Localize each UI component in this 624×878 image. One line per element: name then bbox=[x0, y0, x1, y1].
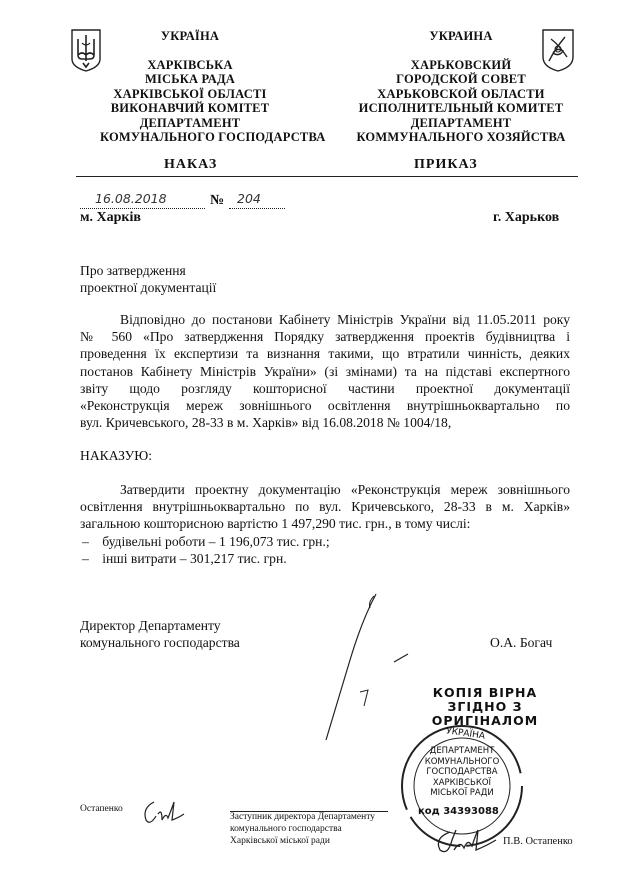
order-item bbox=[80, 533, 570, 550]
header-left-line: КОМУНАЛЬНОГО ГОСПОДАРСТВА bbox=[100, 130, 326, 144]
order-item-text: інші витрати – 301,217 тис. грн. bbox=[102, 550, 287, 566]
order-word: НАКАЗУЮ: bbox=[80, 448, 153, 463]
deputy-position-line: Харківської міської ради bbox=[230, 836, 330, 846]
header-left-line: ВИКОНАВЧИЙ КОМІТЕТ bbox=[110, 101, 270, 115]
preamble-line: № 560 «Про затвердження Порядку затвердження проектів будівництва і bbox=[80, 329, 570, 345]
copy-line: КОПІЯ ВІРНА bbox=[432, 685, 538, 700]
subject-line: Про затвердження bbox=[80, 263, 186, 278]
signature-position bbox=[80, 617, 240, 651]
header-divider bbox=[76, 176, 578, 177]
executor-signature bbox=[140, 798, 186, 828]
copy-line: ЗГІДНО З bbox=[447, 699, 523, 714]
preamble-line: вул. Кричевського, 28-33 в м. Харків» від 16.08.2018 № 1004/18, bbox=[80, 415, 452, 431]
subject-line: проектної документації bbox=[80, 280, 217, 296]
bullet-dash: – bbox=[82, 533, 89, 549]
number-label: № bbox=[210, 193, 225, 208]
order-item-text: будівельні роботи – 1 196,073 тис. грн.; bbox=[102, 533, 330, 549]
signature-name: О.А. Богач bbox=[490, 635, 553, 650]
preamble-line: постанов Кабінету Міністрів України» (зі змінами) та на підставі експертного bbox=[80, 363, 570, 379]
preamble-line: звіту щодо розгляду кошторисної частини проектної документації bbox=[80, 380, 570, 396]
header-right-line: ГОРОДСКОЙ СОВЕТ bbox=[396, 72, 526, 86]
bullet-dash: – bbox=[82, 550, 89, 566]
header-right-line: КОММУНАЛЬНОГО ХОЗЯЙСТВА bbox=[356, 130, 566, 144]
deputy-position bbox=[230, 811, 375, 847]
subject bbox=[80, 262, 216, 296]
order-text bbox=[80, 481, 570, 567]
signature-position-line: Директор Департаменту bbox=[80, 618, 221, 633]
seal-inner-line: КОМУНАЛЬНОГО bbox=[424, 756, 500, 767]
deputy-underline bbox=[230, 811, 388, 812]
order-line: Затвердити проектну документацію «Реконструкція мереж зовнішнього bbox=[120, 482, 570, 497]
seal-inner-line: ГОСПОДАРСТВА bbox=[426, 767, 498, 777]
order-line: освітлення внутрішньоквартально по вул. Кричевського, 28-33 в м. Харків» bbox=[80, 499, 570, 515]
deputy-position-line: комунального господарства bbox=[230, 824, 342, 834]
header-right-country: УКРАИНА bbox=[429, 29, 493, 43]
order-date: 16.08.2018 bbox=[95, 191, 167, 206]
order-line: загальною кошторисною вартістю 1 497,290 тис. грн., в тому числі: bbox=[80, 516, 471, 532]
seal-outer-text: УКРАЇНА bbox=[445, 726, 486, 742]
preamble-line: проведення їх експертизи та визнання такими, що втратили чинність, деяких bbox=[80, 346, 570, 362]
date-underline bbox=[80, 208, 205, 209]
order-item bbox=[80, 550, 570, 567]
doc-type-ru: ПРИКАЗ bbox=[414, 157, 478, 172]
doc-type-ua: НАКАЗ bbox=[164, 157, 218, 172]
trident-icon bbox=[70, 27, 102, 73]
seal-inner-line: ДЕПАРТАМЕНТ bbox=[429, 746, 495, 756]
seal-inner-text bbox=[420, 746, 504, 799]
city-ru: г. Харьков bbox=[493, 210, 560, 225]
executor-name: Остапенко bbox=[80, 804, 123, 814]
header-right-line: ХАРЬКОВСКИЙ bbox=[410, 57, 512, 72]
header-left bbox=[100, 29, 326, 145]
seal-inner-line: ХАРКІВСЬКОЇ bbox=[432, 777, 492, 788]
city-ua: м. Харків bbox=[80, 210, 141, 225]
signature-position-line: комунального господарства bbox=[80, 635, 240, 651]
header-right-line: ХАРЬКОВСКОЙ ОБЛАСТИ bbox=[377, 86, 545, 101]
seal-code: код 34393088 bbox=[418, 806, 499, 817]
preamble bbox=[80, 311, 570, 431]
order-number: 204 bbox=[237, 191, 261, 206]
deputy-signature bbox=[430, 826, 500, 856]
number-underline bbox=[229, 208, 285, 209]
header-right-line: ИСПОЛНИТЕЛЬНЫЙ КОМИТЕТ bbox=[358, 101, 564, 115]
header-left-line: МІСЬКА РАДА bbox=[144, 72, 236, 86]
preamble-line: Відповідно до постанови Кабінету Міністрів України від 11.05.2011 року bbox=[120, 312, 570, 327]
preamble-line: «Реконструкція мереж зовнішнього освітлення внутрішньоквартально по bbox=[80, 398, 570, 414]
header-left-line: ДЕПАРТАМЕНТ bbox=[139, 115, 241, 130]
deputy-name: П.В. Остапенко bbox=[503, 836, 573, 847]
header-left-line: ХАРКІВСЬКА bbox=[147, 57, 233, 72]
header-right bbox=[356, 29, 566, 145]
header-right-line: ДЕПАРТАМЕНТ bbox=[410, 115, 512, 130]
seal-inner-line: МІСЬКОЇ РАДИ bbox=[430, 788, 494, 798]
deputy-position-line: Заступник директора Департаменту bbox=[230, 812, 376, 822]
header-left-line: ХАРКІВСЬКОЇ ОБЛАСТІ bbox=[113, 86, 267, 101]
copy-line: ОРИГІНАЛОМ bbox=[431, 713, 539, 728]
header-left-country: УКРАЇНА bbox=[160, 29, 220, 43]
